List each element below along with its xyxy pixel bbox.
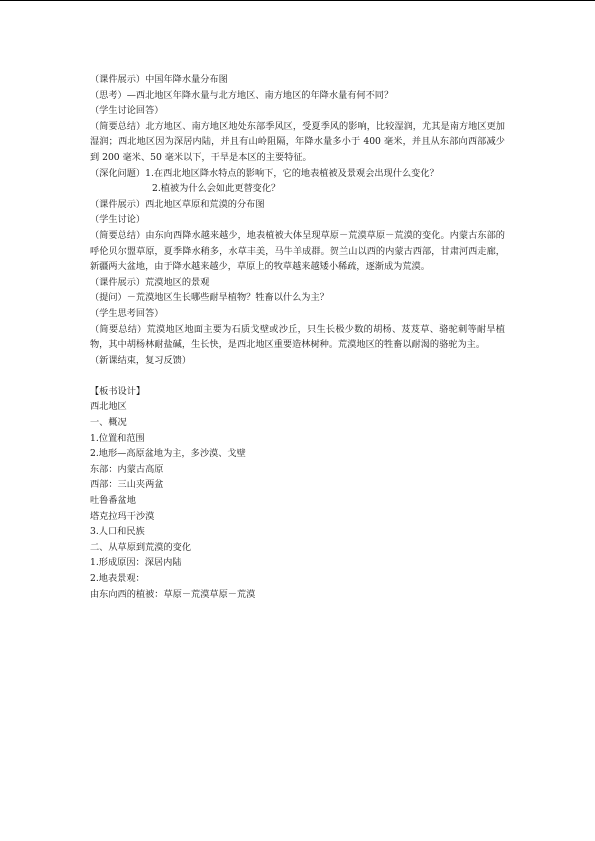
board-line: 二、从草原到荒漠的变化 [90, 541, 192, 553]
lesson-line: （学生讨论回答） [90, 105, 164, 117]
lesson-line: （课件展示）荒漠地区的景观 [90, 276, 210, 288]
board-line: 西北地区 [90, 401, 127, 413]
board-line: 东部：内蒙古高原 [90, 463, 164, 475]
board-line: 2.地表景观： [90, 573, 145, 584]
lesson-line: （简要总结）北方地区、南方地区地处东部季风区，受夏季风的影响，比较湿润，尤其是南方地区更加湿润；西北地区因为深居内陆，并且有山岭阻隔，年降水量多小于 400 毫米，并且从东部向西部减少到 200 毫米、50 毫米以下，干旱是本区的主要特征。 [90, 120, 505, 163]
lesson-line: （简要总结）由东向西降水越来越少，地表植被大体呈现草原－荒漠草原－荒漠的变化。内蒙古东部的呼伦贝尔盟草原，夏季降水稍多，水草丰美，马牛羊成群。贺兰山以西的内蒙古西部，甘肃河西走廊，新疆两大盆地，由于降水越来越少，草原上的牧草越来越矮小稀疏，逐渐成为荒漠。 [90, 229, 505, 273]
board-line: 1.位置和范围 [90, 432, 145, 444]
board-line: 1.形成原因：深居内陆 [90, 557, 182, 569]
lesson-line: （提问）－荒漠地区生长哪些耐旱植物？牲畜以什么为主？ [90, 292, 329, 304]
lesson-line: （课件展示）中国年降水量分布图 [90, 74, 228, 85]
board-line: 一、概况 [90, 417, 127, 429]
lesson-line: （新课结束，复习反馈） [90, 354, 192, 366]
board-line: 3.人口和民族 [90, 526, 145, 538]
document-body [90, 72, 505, 602]
board-line: 由东向西的植被：草原－荒漠草原－荒漠 [90, 588, 256, 600]
lesson-line: （学生思考回答） [90, 307, 164, 319]
page-top-border [0, 0, 595, 1]
board-line: 塔克拉玛干沙漠 [90, 510, 155, 522]
board-line: 2.地形—高原盆地为主，多沙漠、戈壁 [90, 448, 246, 460]
board-design-title: 【板书设计】 [90, 385, 146, 397]
question-two: 2.植被为什么会如此更替变化？ [152, 183, 281, 195]
lesson-line: （思考）—西北地区年降水量与北方地区、南方地区的年降水量有何不同？ [90, 89, 394, 101]
lesson-line: （学生讨论） [90, 214, 146, 226]
lesson-line: （简要总结）荒漠地区地面主要为石质戈壁或沙丘，只生长极少数的胡杨、芨芨草、骆驼刺等耐旱植物，其中胡杨林耐盐碱，生长快，是西北地区重要造林树种。荒漠地区的牲畜以耐渴的骆驼为主。 [90, 323, 505, 351]
board-line: 吐鲁番盆地 [90, 495, 136, 507]
lesson-line: （深化问题）1.在西北地区降水特点的影响下，它的地表植被及景观会出现什么变化？ [90, 167, 439, 179]
section-gap [90, 368, 505, 384]
lesson-line: （课件展示）西北地区草原和荒漠的分布图 [90, 198, 265, 210]
board-line: 西部：三山夹两盆 [90, 479, 164, 491]
